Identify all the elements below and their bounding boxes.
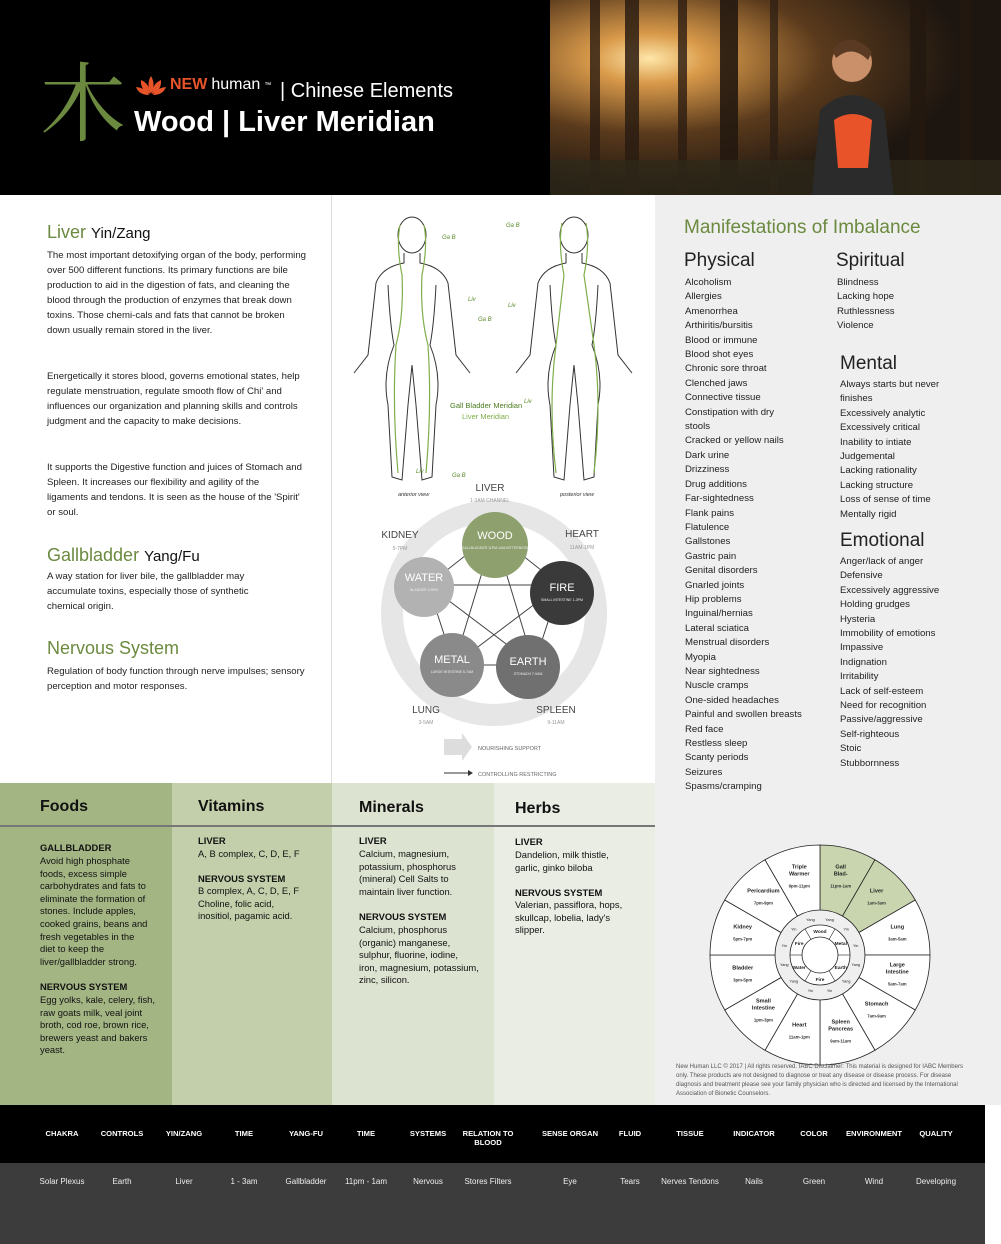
physical-item: Scanty periods <box>685 752 749 764</box>
table-cell: 11pm - 1am <box>344 1177 388 1186</box>
physical-item: Amenorrhea <box>685 305 738 317</box>
clock-organ-label: Kidney <box>733 924 753 931</box>
gb-meridian-label: Gall Bladder Meridian <box>450 401 523 410</box>
text-line: Dandelion, milk thistle, <box>515 849 609 860</box>
text-line: fresh vegetables in the <box>40 930 135 942</box>
table-cell: Earth <box>112 1177 132 1186</box>
clock-yinyang-label: Yin <box>781 943 787 948</box>
table-header-cell: COLOR <box>800 1129 828 1138</box>
clock-organ-label: Intestine <box>885 969 909 976</box>
foods-ns-heading: NERVOUS SYSTEM <box>40 981 128 992</box>
vitamins-liver-heading: LIVER <box>198 835 226 846</box>
table-header-cell: SENSE ORGAN <box>541 1129 599 1138</box>
clock-element-label: Fire <box>794 941 804 947</box>
svg-text:STOMACH 7-9AM: STOMACH 7-9AM <box>513 672 543 676</box>
svg-text:3-5AM: 3-5AM <box>418 720 434 726</box>
text-line: foods, excess simple <box>40 867 128 879</box>
foods-ns-text <box>40 994 155 1057</box>
spiritual-item: Ruthlessness <box>837 305 895 317</box>
table-header-cell: TISSUE <box>676 1129 704 1138</box>
emotional-list <box>840 555 939 771</box>
clock-organ-label: Liver <box>869 888 884 895</box>
emotional-item: Anger/lack of anger <box>840 556 924 567</box>
minerals-heading: Minerals <box>359 799 424 816</box>
emotional-item: Hysteria <box>840 613 876 625</box>
vitamins-section <box>172 783 332 1105</box>
text-line: garlic, ginko biloba <box>515 861 593 873</box>
clock-organ-label: Small <box>755 998 771 1005</box>
svg-text:Ga B: Ga B <box>452 473 466 479</box>
table-cell: Gallbladder <box>285 1177 327 1186</box>
svg-text:posterior view: posterior view <box>560 492 594 498</box>
clock-organ-label: Bladder <box>732 965 754 972</box>
text-line: maintain liver function. <box>359 885 453 897</box>
minerals-liver-heading: LIVER <box>359 835 387 846</box>
mental-item: finishes <box>840 393 873 405</box>
physical-item: Myopia <box>685 651 716 663</box>
text-line: Avoid high phosphate <box>40 855 131 866</box>
physical-list <box>685 276 802 795</box>
emotional-heading: Emotional <box>840 530 925 551</box>
svg-text:9-11AM: 9-11AM <box>547 720 565 726</box>
svg-text:FIRE: FIRE <box>549 582 575 594</box>
text-line: zinc, silicon. <box>359 974 410 986</box>
svg-text:Liv: Liv <box>468 297 476 303</box>
svg-text:SMALL INTESTINE 1-3PM: SMALL INTESTINE 1-3PM <box>541 598 583 602</box>
physical-item: Seizures <box>685 766 723 778</box>
vitamins-ns-text <box>198 885 299 923</box>
clock-organ-label: Lung <box>890 924 905 931</box>
table-header-cell: TIME <box>234 1129 254 1138</box>
svg-text:Liv: Liv <box>416 469 424 475</box>
mental-item: Inability to intiate <box>840 436 912 448</box>
organ-clock <box>705 840 935 1070</box>
clock-time-label: 5pm-7pm <box>733 936 753 942</box>
svg-text:GALLBLADDER 11PM-1AM BITTERNES: GALLBLADDER 11PM-1AM BITTERNESS <box>461 546 529 550</box>
text-line: skullcap, lobelia, lady's <box>515 911 611 923</box>
physical-item: Painful and swollen breasts <box>685 709 802 721</box>
text-line: iron, magnesium, potassium, <box>359 961 479 973</box>
physical-item: Red face <box>685 723 724 735</box>
physical-item: Genital disorders <box>685 565 758 577</box>
physical-item: Allergies <box>685 291 722 303</box>
clock-organ-label: Gall <box>835 864 846 871</box>
svg-text:Ga B: Ga B <box>506 223 520 229</box>
emotional-item: Impassive <box>840 642 884 654</box>
emotional-item: Passive/aggressive <box>840 714 923 726</box>
svg-text:NOURISHING SUPPORT: NOURISHING SUPPORT <box>478 746 542 752</box>
mental-item: Lacking rationality <box>840 465 917 477</box>
emotional-item: Indignation <box>840 656 887 668</box>
herbs-section <box>494 783 655 1105</box>
physical-item: Gnarled joints <box>685 579 745 591</box>
clock-yinyang-label: Yang <box>825 917 834 922</box>
vitamins-ns-heading: NERVOUS SYSTEM <box>198 873 286 884</box>
clock-time-label: 11pm-1am <box>830 883 852 889</box>
clock-element-label: Fire <box>815 977 825 983</box>
emotional-item: Irritability <box>840 671 879 683</box>
svg-text:CONTROLLING RESTRICTING: CONTROLLING RESTRICTING <box>478 772 557 778</box>
svg-text:anterior view: anterior view <box>398 492 430 498</box>
brand-new: NEW <box>170 76 208 93</box>
lotus-icon <box>136 74 166 96</box>
table-header-cell: TIME <box>356 1129 376 1138</box>
emotional-item: Excessively aggressive <box>840 584 940 596</box>
emotional-item: Stubbornness <box>840 757 900 769</box>
clock-yinyang-label: Yang <box>851 963 861 968</box>
clock-yinyang-label: Yang <box>779 963 789 968</box>
spiritual-list <box>837 276 895 334</box>
text-line: Calcium, magnesium, <box>359 848 450 859</box>
physical-item: Clenched jaws <box>685 377 748 389</box>
table-cell: Nervous <box>413 1177 443 1186</box>
physical-item: Inguinal/hernias <box>685 608 753 620</box>
mental-item: Excessively analytic <box>840 407 926 419</box>
physical-heading: Physical <box>684 250 755 271</box>
table-cell: Eye <box>563 1177 577 1186</box>
clock-element-label: Water <box>792 965 806 971</box>
emotional-item: Defensive <box>840 570 883 582</box>
clock-time-label: 9am-11am <box>830 1038 852 1044</box>
water-element <box>394 557 454 617</box>
herbs-ns-text <box>515 899 622 937</box>
clock-yinyang-label: Yang <box>789 979 799 984</box>
foods-gb-text <box>40 855 147 968</box>
mental-item: Judgemental <box>840 451 895 463</box>
minerals-ns-text <box>359 924 479 987</box>
imbalance-title: Manifestations of Imbalance <box>684 217 921 238</box>
clock-element-label: Metal <box>834 941 847 947</box>
text-line: cooked grains, beans and <box>40 917 148 929</box>
physical-item: Lateral sciatica <box>685 622 749 634</box>
physical-item: Flank pains <box>685 507 735 519</box>
clock-element-label: Wood <box>813 929 827 935</box>
clock-time-label: 7am-9am <box>867 1013 886 1019</box>
support-legend-arrow <box>444 733 472 761</box>
svg-text:SPLEEN: SPLEEN <box>536 705 576 716</box>
svg-text:BLADDER 3-5PM: BLADDER 3-5PM <box>410 588 438 592</box>
mental-list <box>840 378 939 522</box>
physical-item: Menstrual disorders <box>685 637 770 649</box>
text-line: carbohydrates and fats to <box>40 880 146 892</box>
clock-organ-label: Large <box>889 962 905 969</box>
gallbladder-heading: Gallbladder Yang/Fu <box>47 545 200 565</box>
svg-text:5-7PM: 5-7PM <box>392 546 408 552</box>
text-line: potassium, phosphorus <box>359 860 456 872</box>
liver-heading: Liver Yin/Zang <box>47 222 151 242</box>
svg-text:11AM-1PM: 11AM-1PM <box>569 545 595 551</box>
svg-text:WATER: WATER <box>404 572 444 584</box>
clock-organ-label: Intestine <box>751 1005 775 1012</box>
svg-text:EARTH: EARTH <box>509 656 547 668</box>
brand-tm: ™ <box>264 81 272 89</box>
section-divider <box>0 825 655 827</box>
table-header-cell: CONTROLS <box>100 1129 144 1138</box>
text-line: yeast. <box>40 1044 66 1056</box>
physical-item: stools <box>685 421 711 433</box>
clock-organ-label: Pericardium <box>747 888 780 895</box>
foods-heading: Foods <box>40 798 88 815</box>
text-line: A, B complex, C, D, E, F <box>198 848 300 859</box>
table-cell: Green <box>802 1177 826 1186</box>
mental-item: Lacking structure <box>840 479 914 491</box>
physical-item: Blood shot eyes <box>685 349 754 361</box>
physical-item: Nuscle cramps <box>685 680 749 692</box>
clock-organ-label: Pancreas <box>828 1026 854 1033</box>
physical-item: Drug additions <box>685 478 747 490</box>
emotional-item: Need for recognition <box>840 700 927 712</box>
gallbladder-paragraph: A way station for liver bile, the gallbladder may accumulate toxins, especially those of synthetic chemical origin. <box>47 571 249 612</box>
clock-time-label: 11am-1pm <box>788 1034 810 1040</box>
physical-item: Gallstones <box>685 536 731 548</box>
vitamins-heading: Vitamins <box>198 798 265 815</box>
physical-item: Near sightedness <box>685 665 760 677</box>
table-header-cell: CHAKRA <box>45 1129 79 1138</box>
mental-heading: Mental <box>840 353 898 374</box>
svg-text:LARGE INTESTINE 5-7AM: LARGE INTESTINE 5-7AM <box>430 670 474 674</box>
table-header-cell: RELATION TO BLOOD <box>462 1129 514 1147</box>
text-line: broth, cod roe, brown rice, <box>40 1019 149 1031</box>
foods-gb-heading: GALLBLADDER <box>40 842 112 853</box>
svg-text:KIDNEY: KIDNEY <box>381 530 419 541</box>
table-header-cell: ENVIRONMENT <box>845 1129 903 1138</box>
clock-time-label: 7pm-9pm <box>753 900 773 906</box>
clock-yinyang-label: Yin <box>791 927 797 932</box>
clock-organ-label: Triple <box>791 864 807 871</box>
liver-paragraph-3: It supports the Digestive function and juices of Stomach and Spleen. It increases our flexibility and agility of the ligaments and tendons. It is seen as the house of the 'Spirit' or soul. <box>47 462 302 518</box>
text-line: Choline, folic acid, <box>198 897 275 909</box>
text-line: Calcium, phosphorus <box>359 924 448 935</box>
mental-item: Loss of sense of time <box>840 494 931 506</box>
page-subtitle: | Chinese Elements <box>280 80 454 102</box>
vitamins-liver-text <box>198 848 300 861</box>
text-line: liver/gallbladder strong. <box>40 955 137 967</box>
emotional-item: Immobility of emotions <box>840 628 936 640</box>
emotional-item: Self-righteous <box>840 728 900 740</box>
nervous-heading: Nervous System <box>47 638 180 658</box>
physical-item: Alcoholism <box>685 277 732 288</box>
table-header-cell: QUALITY <box>919 1129 953 1138</box>
liver-meridian-label: Liver Meridian <box>462 412 510 421</box>
physical-item: Restless sleep <box>685 738 748 749</box>
svg-text:1-3AM CHANNEL: 1-3AM CHANNEL <box>469 498 511 504</box>
emotional-item: Holding grudges <box>840 599 910 611</box>
text-line: sulphur, fluorine, iodine, <box>359 949 459 961</box>
table-cell: Nerves Tendons <box>661 1177 719 1186</box>
clock-yinyang-label: Yang <box>806 917 815 922</box>
emotional-item: Stoic <box>840 743 862 755</box>
clock-organ-label: Heart <box>792 1022 807 1029</box>
mental-item: Excessively critical <box>840 422 920 434</box>
clock-center <box>802 937 838 973</box>
liver-paragraph-2: Energetically it stores blood, governs emotional states, help regulate menstruation, regulate smooth flow of Chi' and influences our organization and planning skills and controls judgment and the capacity to make decisions. <box>47 371 300 427</box>
minerals-liver-text <box>359 848 456 898</box>
clock-yinyang-label: Yin <box>843 927 849 932</box>
physical-item: Blood or immune <box>685 334 758 346</box>
herbs-liver-heading: LIVER <box>515 836 543 847</box>
table-header-cell: YANG-FU <box>289 1129 323 1138</box>
physical-item: Far-sightedness <box>685 493 754 505</box>
table-cell: Solar Plexus <box>39 1177 85 1186</box>
svg-text:WOOD: WOOD <box>477 530 513 542</box>
table-cell: 1 - 3am <box>230 1177 258 1186</box>
physical-item: Cracked or yellow nails <box>685 435 784 447</box>
clock-organ-label: Stomach <box>864 1001 889 1008</box>
text-line: stones. Include apples, <box>40 905 136 917</box>
text-line: diet to keep the <box>40 943 105 955</box>
physical-item: Spasms/cramping <box>685 781 762 793</box>
physical-item: Drizziness <box>685 464 730 476</box>
clock-yinyang-label: Yin <box>853 943 859 948</box>
emotional-item: Lack of self-esteem <box>840 685 924 697</box>
text-line: Valerian, passiflora, hops, <box>515 899 623 910</box>
table-cell: Nails <box>745 1177 763 1186</box>
svg-text:METAL: METAL <box>434 654 470 666</box>
spiritual-item: Violence <box>837 320 874 332</box>
clock-organ-label: Warmer <box>788 871 810 878</box>
minerals-ns-heading: NERVOUS SYSTEM <box>359 911 447 922</box>
meridian-body-diagram <box>332 205 655 505</box>
svg-text:HEART: HEART <box>565 529 599 540</box>
text-line: raw goats milk, veal joint <box>40 1006 143 1018</box>
svg-text:Liv: Liv <box>524 399 532 405</box>
spiritual-item: Blindness <box>837 277 879 288</box>
text-line: Egg yolks, kale, celery, fish, <box>40 994 155 1005</box>
svg-text:LIVER: LIVER <box>475 483 505 494</box>
physical-item: Gastric pain <box>685 550 737 562</box>
nervous-paragraph: Regulation of body function through nerve impulses; sensory perception and motor responses. <box>47 666 305 692</box>
table-header-cell: YIN/ZANG <box>165 1129 203 1138</box>
wood-element <box>462 512 528 578</box>
physical-item: Flatulence <box>685 521 730 533</box>
clock-element-label: Earth <box>834 965 847 971</box>
text-line: B complex, A, C, D, E, F <box>198 885 300 896</box>
table-header-cell: FLUID <box>618 1129 642 1138</box>
clock-time-label: 9pm-11pm <box>788 883 810 889</box>
clock-time-label: 3am-5am <box>887 936 907 942</box>
physical-item: Hip problems <box>685 593 742 605</box>
clock-organ-label: Spleen <box>831 1019 850 1026</box>
table-cell: Wind <box>864 1177 884 1186</box>
table-header-cell: INDICATOR <box>733 1129 775 1138</box>
five-elements-diagram <box>332 475 655 783</box>
spiritual-item: Lacking hope <box>837 291 895 303</box>
mental-item: Mentally rigid <box>840 508 897 520</box>
herbs-liver-text <box>515 849 609 874</box>
table-cell: Tears <box>620 1177 640 1186</box>
brand-human: human <box>211 76 261 93</box>
clock-organ-label: Blad- <box>833 871 848 878</box>
hero-photo <box>550 0 1001 195</box>
svg-text:Ga B: Ga B <box>478 317 492 323</box>
svg-text:Ga B: Ga B <box>442 235 456 241</box>
herbs-ns-heading: NERVOUS SYSTEM <box>515 887 603 898</box>
liver-paragraph-1: The most important detoxifying organ of the body, performing over 500 different functions. Its primary functions are bile production to aid in the digestion of fats, and cleaning the blood through the production of enzymes that break down toxins. Those chemi-cals and fats that cannot be broken down usually remain stored in the liver. <box>47 250 306 336</box>
table-cell: Liver <box>175 1177 193 1186</box>
herbs-heading: Herbs <box>515 800 561 817</box>
text-line: brewers yeast and bakers <box>40 1031 148 1043</box>
clock-time-label: 3pm-5pm <box>733 977 753 983</box>
physical-item: Constipation with dry <box>685 406 775 418</box>
physical-item: Arthiritis/bursitis <box>685 320 753 332</box>
svg-text:Liv: Liv <box>508 303 516 309</box>
brand-logo <box>136 74 271 96</box>
physical-item: Dark urine <box>685 449 730 461</box>
table-cell: Developing <box>915 1177 957 1186</box>
physical-item: Connective tissue <box>685 392 761 404</box>
attributes-table-header <box>0 1105 985 1163</box>
clock-yinyang-label: Yin <box>826 989 833 994</box>
page-title: Wood | Liver Meridian <box>134 106 435 138</box>
disclaimer: New Human LLC © 2017 | All rights reserved. IABC Disclaimer: This material is designed for IABC Members only. These products are not designed to diagnose or treat any disease or disease process. For disease diagnosis and treatment please see your family physician who is directed and licensed by the International Association of Bionetic Counselors. <box>676 1064 963 1097</box>
clock-time-label: 5am-7am <box>887 981 907 987</box>
clock-yinyang-label: Yang <box>841 979 851 984</box>
table-cell: Stores Filters <box>464 1177 512 1186</box>
spiritual-heading: Spiritual <box>836 250 905 271</box>
svg-text:LUNG: LUNG <box>412 705 440 716</box>
text-line: (organic) manganese, <box>359 936 451 948</box>
mental-item: Always starts but never <box>840 379 940 390</box>
text-line: slipper. <box>515 924 545 936</box>
clock-yinyang-label: Yin <box>807 989 814 994</box>
clock-time-label: 1pm-3pm <box>753 1017 773 1023</box>
wood-glyph: 木 <box>40 55 126 155</box>
text-line: inositiol, pagamic acid. <box>198 910 293 922</box>
table-header-cell: SYSTEMS <box>409 1129 447 1138</box>
attributes-table-body <box>0 1163 985 1244</box>
text-line: eliminate the formation of <box>40 892 146 904</box>
clock-time-label: 1am-3am <box>867 900 886 906</box>
physical-item: Chronic sore throat <box>685 363 767 375</box>
text-line: (mineral) Cell Salts to <box>359 873 449 885</box>
physical-item: One-sided headaches <box>685 694 779 706</box>
